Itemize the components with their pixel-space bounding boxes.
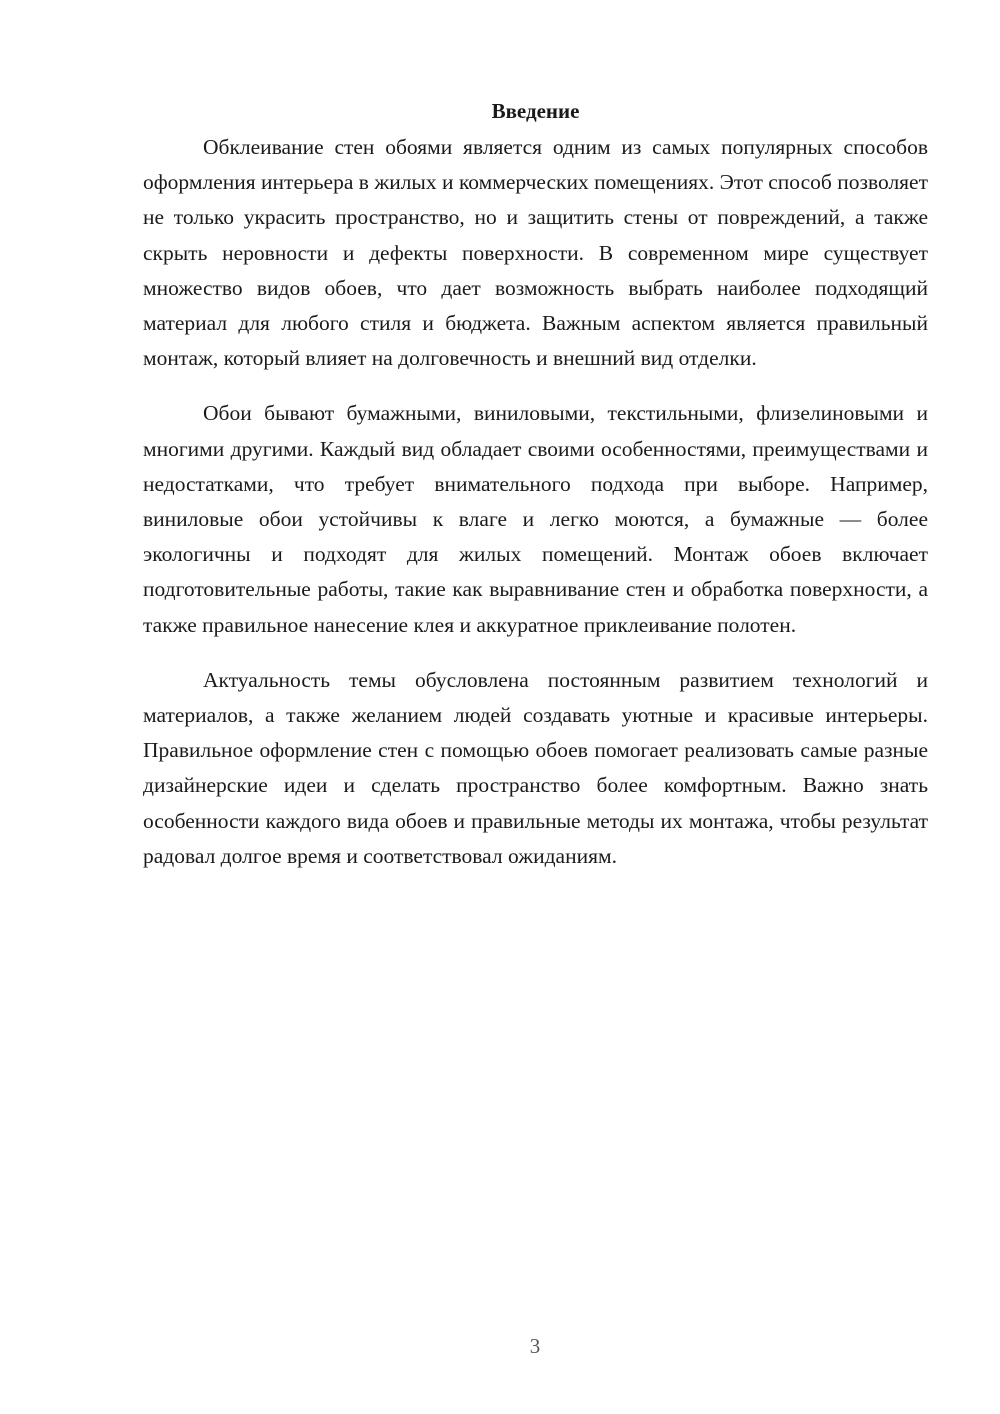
paragraph-1: Обклеивание стен обоями является одним из самых популярных способов оформления интерьера в жилых и коммерческих помещениях. Этот способ позволяет не только украсить пространство, но и защитить стены от повреждений, а также скрыть неровности и дефекты поверхности. В современном мире существует множество видов обоев, что дает возможность выбрать наиболее подходящий материал для любого стиля и бюджета. Важным аспектом является правильный монтаж, который влияет на долговечность и внешний вид отделки. bbox=[143, 135, 928, 371]
section-heading: Введение bbox=[491, 99, 580, 123]
page-content bbox=[143, 96, 928, 894]
page-number: 3 bbox=[529, 1334, 541, 1358]
paragraph-2: Обои бывают бумажными, виниловыми, текстильными, флизелиновыми и многими другими. Каждый вид обладает своими особенностями, преимуществами и недостатками, что требует внимательного подхода при выборе. Например, виниловые обои устойчивы к влаге и легко моются, а бумажные — более экологичны и подходят для жилых помещений. Монтаж обоев включает подготовительные работы, такие как выравнивание стен и обработка поверхности, а также правильное нанесение клея и аккуратное приклеивание полотен. bbox=[143, 401, 928, 637]
paragraph-3: Актуальность темы обусловлена постоянным развитием технологий и материалов, а также желанием людей создавать уютные и красивые интерьеры. Правильное оформление стен с помощью обоев помогает реализовать самые разные дизайнерские идеи и сделать пространство более комфортным. Важно знать особенности каждого вида обоев и правильные методы их монтажа, чтобы результат радовал долгое время и соответствовал ожиданиям. bbox=[143, 667, 928, 868]
